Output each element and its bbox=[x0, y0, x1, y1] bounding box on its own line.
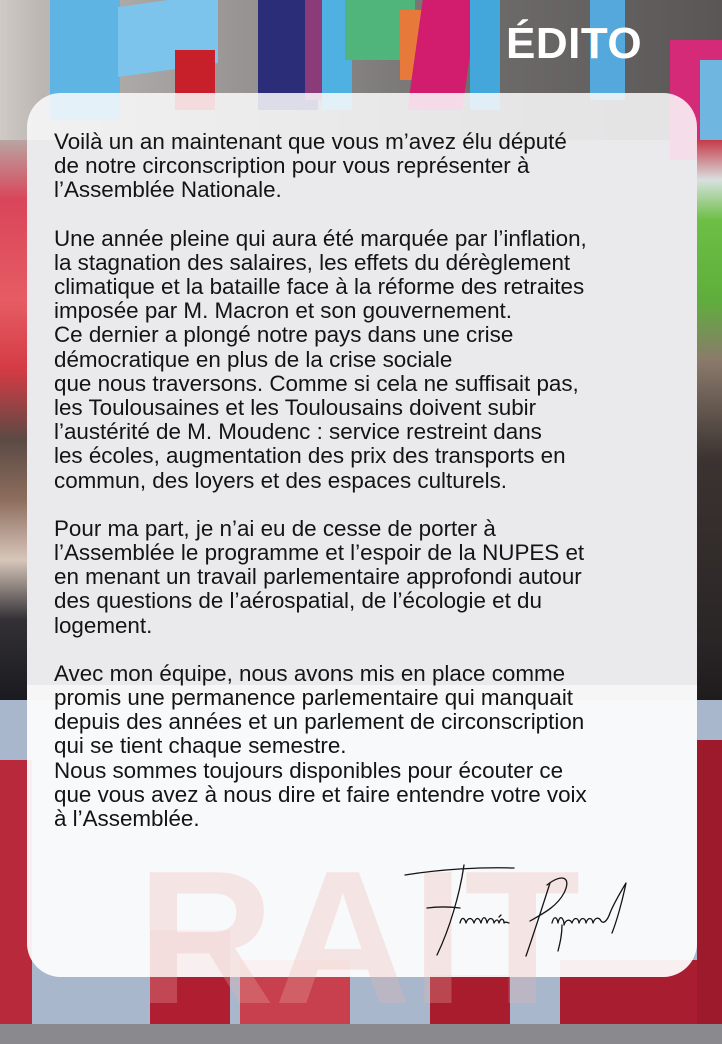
text-line: promis une permanence parlementaire qui manquait bbox=[54, 685, 574, 711]
text-line: que vous avez à nous dire et faire entendre votre voix bbox=[54, 781, 587, 807]
paragraph-1 bbox=[54, 130, 694, 203]
text-line: Voilà un an maintenant que vous m’avez élu député bbox=[54, 129, 567, 154]
text-line: imposée par M. Macron et son gouvernement. bbox=[54, 298, 512, 324]
editorial-panel bbox=[27, 93, 697, 1044]
background-crowd-right bbox=[697, 140, 722, 700]
text-line: démocratique en plus de la crise sociale bbox=[54, 346, 453, 372]
text-line: l’Assemblée Nationale. bbox=[54, 177, 282, 203]
page-title: ÉDITO bbox=[506, 19, 643, 68]
background-crowd-left bbox=[0, 140, 27, 700]
signature bbox=[402, 863, 672, 973]
signature-stroke bbox=[427, 907, 460, 908]
ghost-banner-text: RAIT bbox=[137, 832, 581, 1044]
signature-stroke bbox=[526, 883, 550, 956]
text-line: en menant un travail parlementaire approfondi autour bbox=[54, 564, 582, 590]
text-line: climatique et la bataille face à la réforme des retraites bbox=[54, 274, 585, 300]
text-line: les Toulousaines et les Toulousains doivent subir bbox=[54, 395, 537, 421]
text-line: la stagnation des salaires, les effets du dérèglement bbox=[54, 249, 571, 275]
signature-stroke bbox=[530, 878, 567, 921]
text-line: l’Assemblée le programme et l’espoir de la NUPES et bbox=[54, 540, 585, 566]
text-line: de notre circonscription pour vous représenter à bbox=[54, 153, 530, 179]
text-line: commun, des loyers et des espaces culturels. bbox=[54, 467, 507, 493]
text-line: à l’Assemblée. bbox=[54, 806, 200, 832]
text-line: Une année pleine qui aura été marquée par l’inflation, bbox=[54, 225, 587, 251]
text-line: Avec mon équipe, nous avons mis en place comme bbox=[54, 660, 566, 686]
text-line: l’austérité de M. Moudenc : service restreint dans bbox=[54, 419, 542, 445]
banner-letter-block bbox=[697, 740, 722, 1024]
text-line: que nous traversons. Comme si cela ne suffisait pas, bbox=[54, 370, 579, 396]
text-line: les écoles, augmentation des prix des transports en bbox=[54, 443, 566, 469]
text-line: des questions de l’aérospatial, de l’écologie et du bbox=[54, 588, 542, 614]
signature-stroke bbox=[437, 865, 464, 955]
text-line: depuis des années et un parlement de circonscription bbox=[54, 709, 585, 735]
paragraph-2 bbox=[54, 227, 694, 493]
text-line: Ce dernier a plongé notre pays dans une crise bbox=[54, 322, 514, 348]
signature-stroke bbox=[552, 883, 626, 951]
signature-stroke bbox=[405, 868, 514, 875]
paragraph-3 bbox=[54, 517, 694, 638]
paragraph-4 bbox=[54, 662, 694, 831]
editorial-text bbox=[54, 130, 694, 855]
text-line: qui se tient chaque semestre. bbox=[54, 733, 347, 759]
text-line: Pour ma part, je n’ai eu de cesse de porter à bbox=[54, 515, 496, 541]
text-line: Nous sommes toujours disponibles pour écouter ce bbox=[54, 757, 564, 783]
signature-stroke bbox=[460, 915, 509, 923]
text-line: logement. bbox=[54, 612, 153, 638]
